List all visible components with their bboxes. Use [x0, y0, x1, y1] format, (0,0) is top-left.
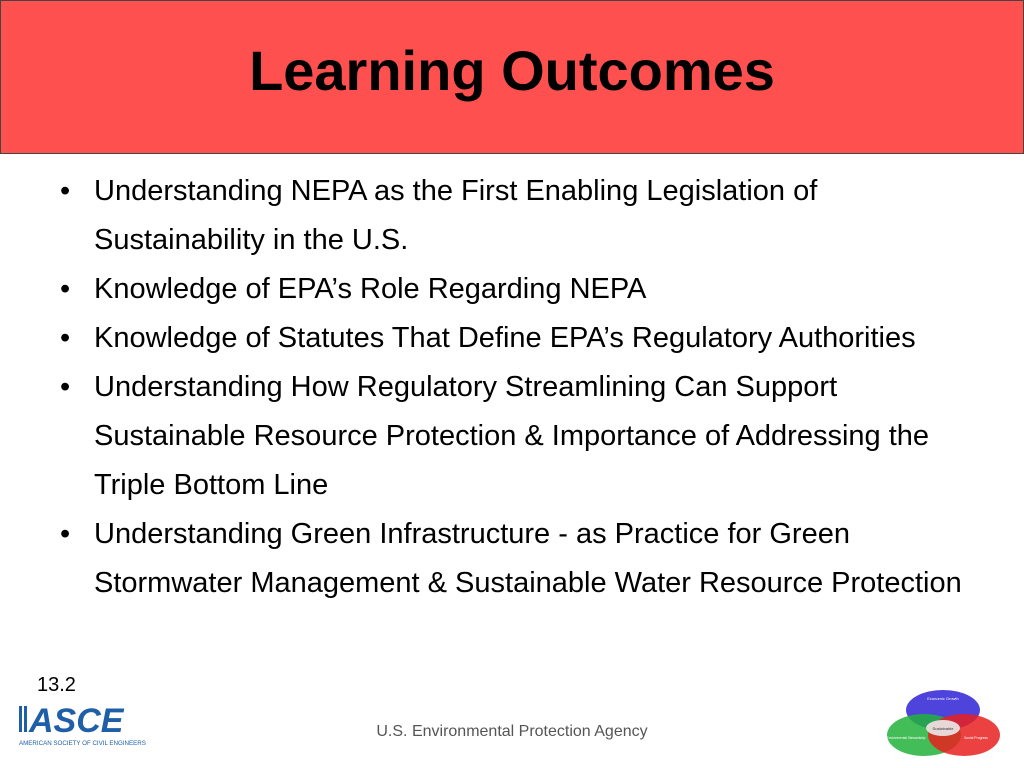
- venn-label-social: Social Progress: [964, 736, 988, 740]
- venn-label-sustainable: Sustainable: [932, 726, 954, 731]
- list-item-text: Knowledge of EPA’s Role Regarding NEPA: [94, 273, 647, 305]
- footer-agency: U.S. Environmental Protection Agency: [376, 723, 648, 740]
- list-item-text: Knowledge of Statutes That Define EPA’s Regulatory Authorities: [94, 322, 916, 354]
- slide-number: 13.2: [37, 674, 76, 696]
- bullet-icon: •: [60, 273, 71, 305]
- list-item: [56, 510, 996, 608]
- sustainability-venn-diagram: [884, 688, 1002, 758]
- list-item: [56, 265, 996, 314]
- list-item-text: Understanding NEPA as the First Enabling Legislation of Sustainability in the U.S.: [94, 175, 818, 256]
- list-item: [56, 363, 996, 510]
- slide-title: Learning Outcomes: [249, 38, 775, 102]
- list-item-text: Understanding How Regulatory Streamlining Can Support Sustainable Resource Protection & Importance of Addressing the Triple Bottom Line: [94, 371, 930, 501]
- list-item-text: Understanding Green Infrastructure - as Practice for Green Stormwater Management & Sustainable Water Resource Protection: [94, 518, 962, 599]
- venn-label-environmental: Environmental Stewardship: [886, 736, 926, 740]
- venn-label-economic: Economic Growth: [927, 696, 959, 701]
- footer: [0, 723, 1024, 741]
- list-item: [56, 314, 996, 363]
- asce-logo-subtitle: AMERICAN SOCIETY OF CIVIL ENGINEERS: [19, 740, 146, 747]
- bullet-icon: •: [60, 371, 71, 403]
- bullet-icon: •: [60, 322, 71, 354]
- learning-outcomes-list: [56, 167, 996, 608]
- bullet-icon: •: [60, 175, 71, 207]
- title-bar: [0, 0, 1024, 154]
- list-item: [56, 167, 996, 265]
- asce-logo-text: ASCE: [29, 702, 124, 740]
- bullet-icon: •: [60, 518, 71, 550]
